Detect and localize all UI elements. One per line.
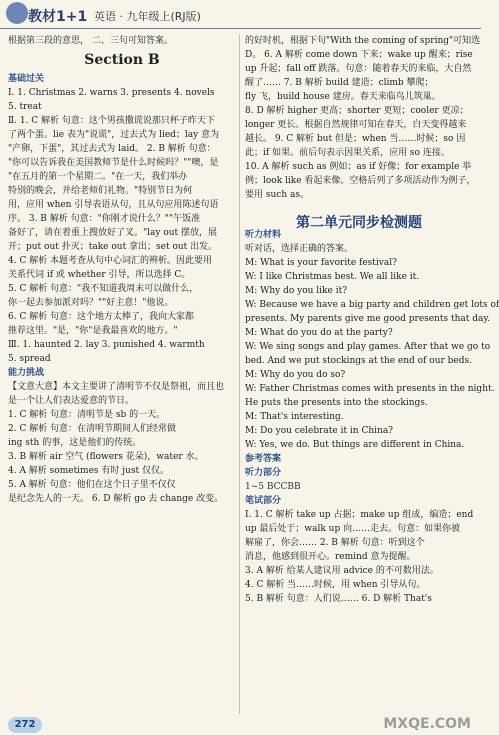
listening-part-title: 听力部分 [245, 468, 282, 478]
top-line-11: 要用 such as。 [245, 190, 309, 200]
answer-line-IV-4: 4. A 解析 sometimes 有时 just 仅仅。 [8, 466, 169, 476]
top-line-1: D。 6. A 解析 come down 下来；wake up 醒来；rise [245, 50, 473, 60]
subject-label: 英语 · 九年级上(RJ版) [94, 10, 201, 23]
answer-line-III-1: 5. spread [8, 354, 51, 364]
answer-line-II-8: 备好了，请在着重上搜放好了叉。"lay out 摆放，展 [8, 228, 218, 238]
jichu-title: 基础过关 [8, 74, 45, 84]
dialog-line-13: W: Yes, we do. But things are different in China. [245, 440, 465, 450]
left-column [8, 34, 236, 506]
top-line-10: 例；look like 看起来像。空格后列了多项活动作为例子， [245, 176, 476, 186]
answer-line-IV-2: ing sth 的事，这是他们的传统。 [8, 438, 142, 448]
page-header [0, 0, 481, 29]
answer-line-II-0: Ⅱ. 1. C 解析 句意：这个男孩撒谎说那只杯子昨天下 [8, 116, 215, 126]
answer-line-II-11: 关系代词 if 或 whether 引导，所以选择 C。 [8, 270, 191, 280]
top-line-2: up 升起；fall off 跌落。句意：随着春天的来临，大自然 [245, 64, 472, 74]
answer-line-II-5: 特别的晚会，并给老师们礼物。"特别节日为何 [8, 186, 193, 196]
top-line-9: 10. A 解析 such as 例如；as if 好像；for example 举 [245, 162, 472, 172]
dialog-line-9: W: Father Christmas comes with presents in the night. [245, 384, 495, 394]
dialog-line-7: bed. And we put stockings at the end of our beds. [245, 356, 472, 366]
right-answer-1: up 最后处于；walk up 向……走去。句意：如果你被 [245, 524, 461, 534]
answer-line-II-12: 5. C 解析 句意："我不知道我周末可以做什么， [8, 284, 199, 294]
dialog-line-1: W: I like Christmas best. We all like it. [245, 272, 420, 282]
answer-line-II-15: 推荐这里。"是，"你"是我最喜欢的地方。" [8, 326, 178, 336]
dialog-line-4: presents. My parents give me good presents that day. [245, 314, 491, 324]
written-part-title: 笔试部分 [245, 496, 282, 506]
listening-answers: 1~5 BCCBB [245, 482, 301, 492]
top-line-5: 8. D 解析 higher 更高；shorter 更短；cooler 更凉； [245, 106, 469, 116]
answer-line-II-14: 6. C 解析 句意：这个地方太棒了，我向大家都 [8, 312, 195, 322]
top-line-6: longer 更长。根据自然规律可知在春天，白天变得越来 [245, 120, 467, 130]
right-answer-4: 3. A 解析 给某人建议用 advice 的不可数用法。 [245, 566, 439, 576]
unit-test-title: 第二单元同步检测题 [296, 215, 422, 231]
right-answer-6: 5. B 解析 句意：人们说…… 6. D 解析 That's [245, 594, 432, 604]
answer-line-II-3: "你可以告诉我在美国教师节是什么时候吗？""噢，是 [8, 158, 219, 168]
answer-line-II-1: 了两个蛋。lie 表为"说谎"，过去式为 lied；lay 意为 [8, 130, 220, 140]
answer-line-II-4: "在五月的第一个星期二。"在一天，我们举办 [8, 172, 188, 182]
right-answer-0: Ⅰ. 1. C 解析 take up 占据；make up 组成，编造；end [245, 510, 474, 520]
dialog-line-0: M: What is your favorite festival? [245, 258, 397, 268]
answer-line-II-10: 4. C 解析 本题考查从句中心词汇的辨析。因此要用 [8, 256, 213, 266]
listening-intro: 听对话，选择正确的答案。 [245, 244, 354, 254]
intro-line: 根据第三段的意思， 二、三句可知答案。 [8, 36, 173, 46]
dialog-line-2: M: Why do you like it? [245, 286, 348, 296]
right-answer-2: 解雇了，你会…… 2. B 解析 句意：听到这个 [245, 538, 425, 548]
answer-line-III-0: Ⅲ. 1. haunted 2. lay 3. punished 4. warmth [8, 340, 205, 350]
dialog-line-5: M: What do you do at the party? [245, 328, 393, 338]
answer-line-I-2: 5. treat [8, 102, 42, 112]
top-line-0: 的好时机，根据下句"With the coming of spring"可知选 [245, 36, 481, 46]
book-logo-icon [6, 2, 28, 24]
top-line-7: 越长。 9. C 解析 but 但是；when 当……时候；so 因 [245, 134, 466, 144]
answer-line-II-9: 开；put out 扑灭；take out 拿出；set out 出发。 [8, 242, 218, 252]
section-title: Section B [84, 52, 160, 68]
answer-line-II-2: "产卵，下蛋"，其过去式为 laid。 2. B 解析 句意： [8, 144, 216, 154]
top-line-3: 醒了…… 7. B 解析 build 建造；climb 攀爬； [245, 78, 434, 88]
dialog-line-10: He puts the presents into the stockings. [245, 398, 428, 408]
answer-line-II-13: 你一起去参加派对吗？""好主意！"他说。 [8, 298, 174, 308]
page-footer [0, 714, 481, 735]
top-line-8: 此；if 如果。前后句表示因果关系，应用 so 连接。 [245, 148, 450, 158]
answer-line-II-7: 序。 3. B 解析 句意："你刚才说什么？""午饭准 [8, 214, 201, 224]
answer-line-IV-3: 3. B 解析 air 空气 (flowers 花朵)，water 水。 [8, 452, 204, 462]
dialog-line-11: M: That's interesting. [245, 412, 344, 422]
book-title: 教材1+1 [28, 9, 88, 25]
dialog-line-8: M: Why do you do so? [245, 370, 346, 380]
dialog-line-6: W: We sing songs and play games. After that we go to [245, 342, 491, 352]
essay-intro-2: 是一个让人们表达爱意的节日。 [8, 396, 135, 406]
column-divider [239, 34, 240, 714]
right-answer-3: 消息，他感到很开心。remind 意为提醒。 [245, 552, 416, 562]
answer-line-IV-6: 是纪念先人的一天。 6. D 解析 go 去 change 改变。 [8, 494, 224, 504]
right-answer-5: 4. C 解析 当……时候，用 when 引导从句。 [245, 580, 426, 590]
answer-line-IV-1: 2. C 解析 句意：在清明节期间人们经常做 [8, 424, 177, 434]
watermark-logo: MXQE.COM [383, 716, 471, 732]
dialog-line-3: W: Because we have a big party and children get lots of [245, 300, 499, 310]
right-column [245, 34, 499, 606]
top-line-4: fly 飞，build house 建房。春天来临鸟儿筑巢。 [245, 92, 441, 102]
answer-line-IV-0: 1. C 解析 句意：清明节是 sb 的一天。 [8, 410, 166, 420]
page-number-badge: 272 [8, 717, 42, 733]
answer-line-I: Ⅰ. 1. Christmas 2. warns 3. presents 4. novels [8, 88, 215, 98]
answer-line-II-6: 用，应用 when 引导表语从句，且从句应用陈述句语 [8, 200, 219, 210]
dialog-line-12: M: Do you celebrate it in China? [245, 426, 394, 436]
essay-intro: 【文意大意】本文主要讲了清明节不仅是祭祖，而且也 [8, 382, 225, 392]
listening-material-title: 听力材料 [245, 230, 282, 240]
answer-line-IV-5: 5. A 解析 句意：他们在这个日子里不仅仅 [8, 480, 176, 490]
neng-title: 能力挑战 [8, 368, 45, 378]
reference-title: 参考答案 [245, 454, 282, 464]
